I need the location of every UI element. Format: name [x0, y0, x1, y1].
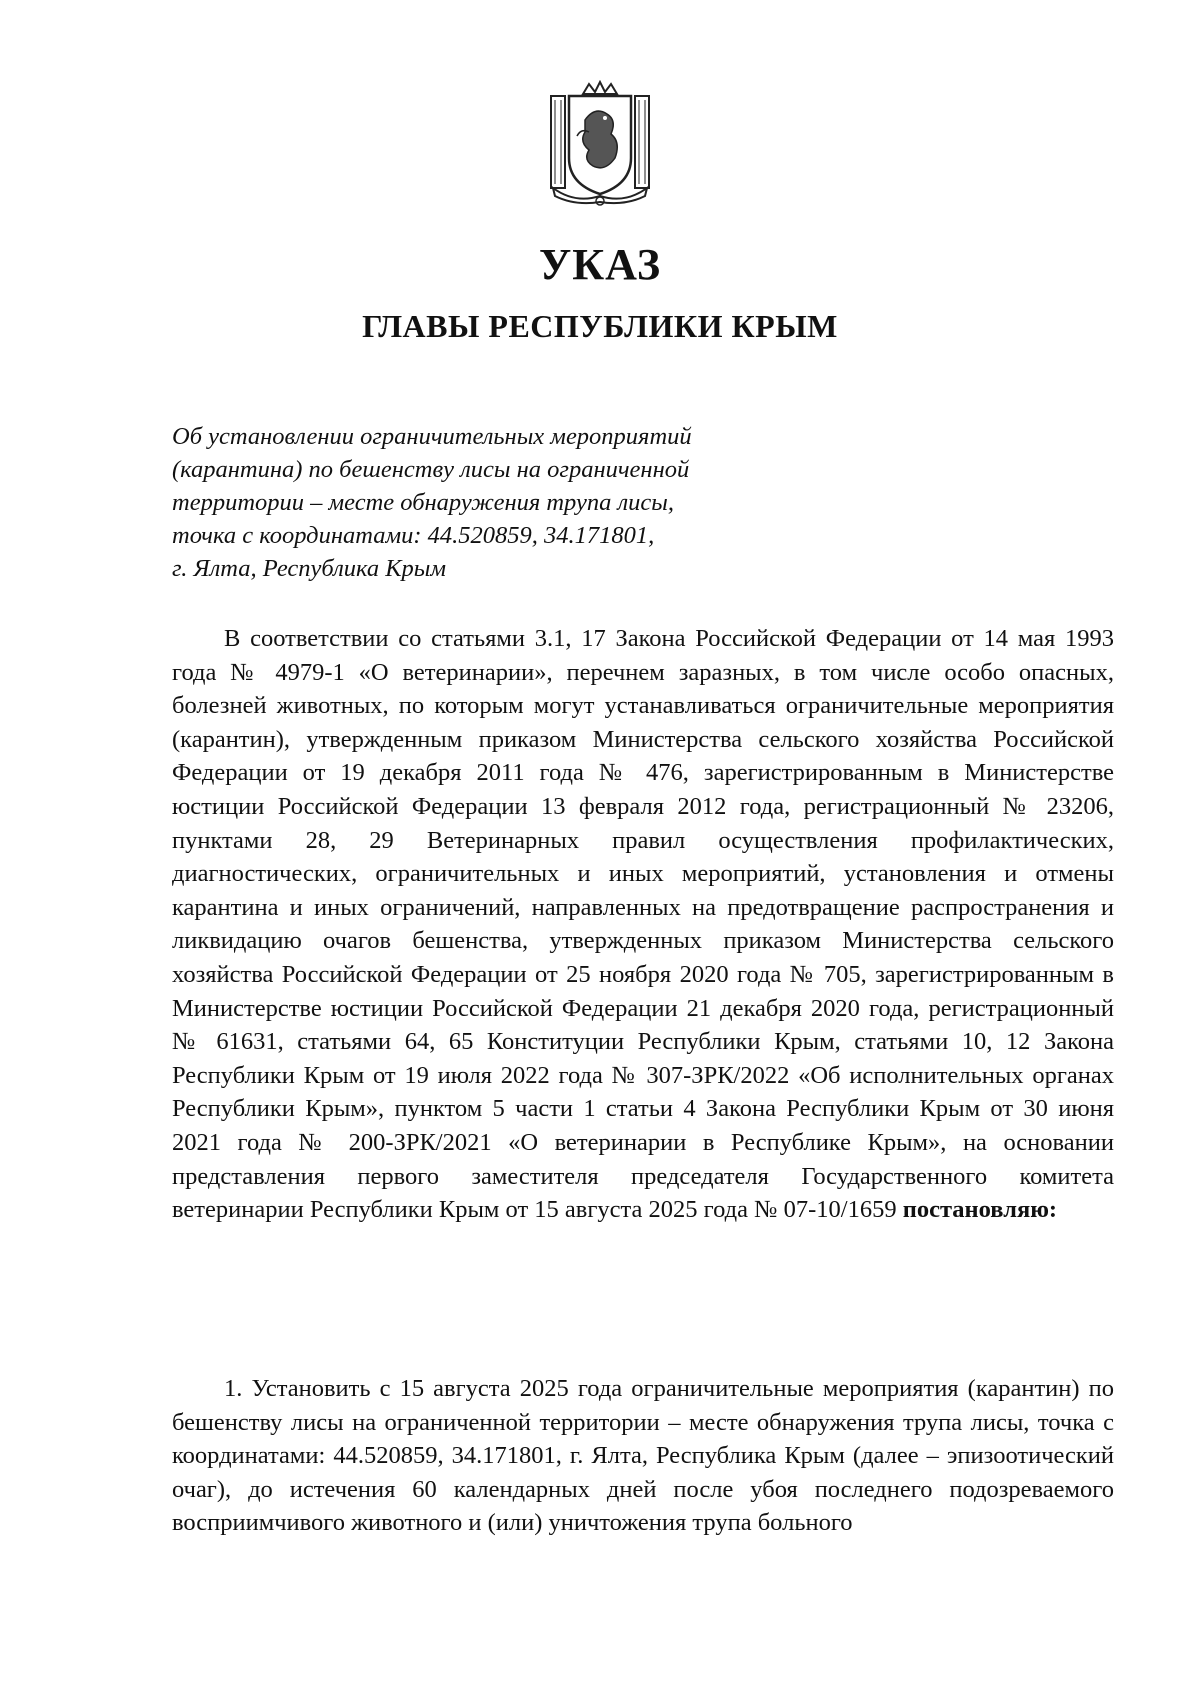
decree-word: постановляю:: [902, 1196, 1058, 1224]
document-subtitle: ГЛАВЫ РЕСПУБЛИКИ КРЫМ: [362, 308, 838, 344]
preamble-text: В соответствии со статьями 3.1, 17 Закона Российской Федерации от 14 мая 1993 года № 4979-1 «О ветеринарии», перечнем заразных, в том числе особо опасных, болезней животных, по которым могут устанавливаться ограничительные мероприятия (карантин), утвержденным приказом Министерства сельского хозяйства Российской Федерации от 19 декабря 2011 года № 476, зарегистрированным в Министерстве юстиции Российской Федерации 13 февраля 2012 года, регистрационный № 23206, пунктами 28, 29 Ветеринарных правил осуществления профилактических, диагностических, ограничительных и иных мероприятий, установления и отмены карантина и иных ограничений, направленных на предотвращение распространения и ликвидацию очагов бешенства, утвержденных приказом Министерства сельского хозяйства Российской Федерации от 25 ноября 2020 года № 705, зарегистрированным в Министерстве юстиции Российской Федерации 21 декабря 2020 года, регистрационный № 61631, статьями 64, 65 Конституции Республики Крым, статьями 10, 12 Закона Республики Крым от 19 июля 2022 года № 307-ЗРК/2022 «Об исполнительных органах Республики Крым», пунктом 5 части 1 статьи 4 Закона Республики Крым от 30 июня 2021 года № 200-ЗРК/2021 «О ветеринарии в Республике Крым», на основании представления первого заместителя председателя Государственного комитета ветеринарии Республики Крым от 15 августа 2025 года № 07-10/1659: [172, 625, 1114, 1224]
item-1-paragraph: [172, 1372, 1114, 1540]
heading-line: г. Ялта, Республика Крым: [172, 555, 447, 582]
document-title: УКАЗ: [538, 240, 662, 289]
item-1-text: 1. Установить с 15 августа 2025 года ограничительные мероприятия (карантин) по бешенству лисы на ограниченной территории – месте обнаружения трупа лисы, точка с координатами: 44.520859, 34.171801, г. Ялта, Республика Крым (далее – эпизоотический очаг), до истечения 60 календарных дней после убоя последнего подозреваемого восприимчивого животного и (или) уничтожения трупа больного: [172, 1375, 1114, 1537]
heading-line: (карантина) по бешенству лисы на ограниченной: [172, 456, 690, 483]
heading-line: точка с координатами: 44.520859, 34.171801,: [172, 522, 655, 549]
heading-line: Об установлении ограничительных мероприятий: [172, 423, 692, 450]
document-heading: [172, 420, 792, 585]
heading-line: территории – месте обнаружения трупа лисы,: [172, 489, 675, 516]
preamble-paragraph: [172, 622, 1114, 1227]
crimea-coat-of-arms-icon: [545, 80, 655, 206]
